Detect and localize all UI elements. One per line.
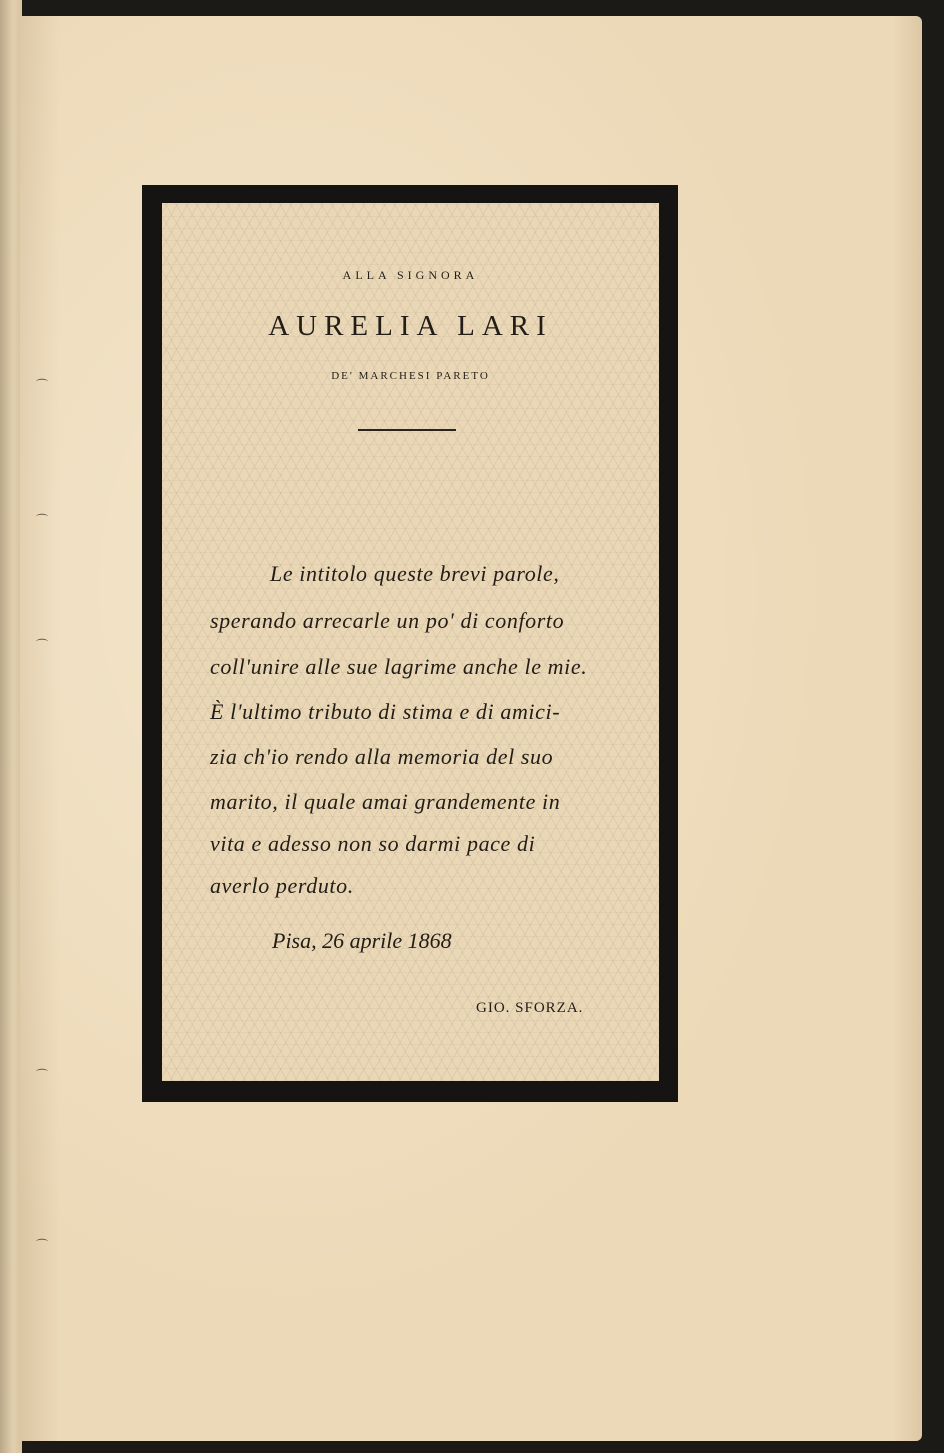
- ornamental-rule: [358, 429, 456, 431]
- binding-stitch: ⌒: [36, 1238, 49, 1252]
- binding-stitch: ⌒: [36, 1068, 49, 1082]
- body-line: coll'unire alle sue lagrime anche le mie.: [210, 654, 588, 679]
- binding-stitch: ⌒: [36, 378, 49, 392]
- signature: GIO. SFORZA.: [476, 1000, 584, 1016]
- body-line: averlo perduto.: [210, 873, 354, 898]
- body-line: È l'ultimo tributo di stima e di amici-: [210, 699, 561, 724]
- binding-stitch: ⌒: [36, 638, 49, 652]
- dedication-card: [162, 203, 659, 1081]
- dedication-header: ALLA SIGNORA: [342, 268, 479, 282]
- place-date: Pisa, 26 aprile 1868: [272, 928, 452, 953]
- body-line: sperando arrecarle un po' di conforto: [210, 608, 565, 633]
- recipient-title: DE' MARCHESI PARETO: [331, 370, 490, 382]
- body-line: marito, il quale amai grandemente in: [210, 789, 561, 814]
- recipient-name: AURELIA LARI: [268, 310, 553, 342]
- facing-page-edge: [0, 0, 22, 1453]
- binding-stitch: ⌒: [36, 513, 49, 527]
- body-line: vita e adesso non so darmi pace di: [210, 831, 536, 856]
- body-line: zia ch'io rendo alla memoria del suo: [210, 744, 554, 769]
- body-line: Le intitolo queste brevi parole,: [270, 561, 560, 586]
